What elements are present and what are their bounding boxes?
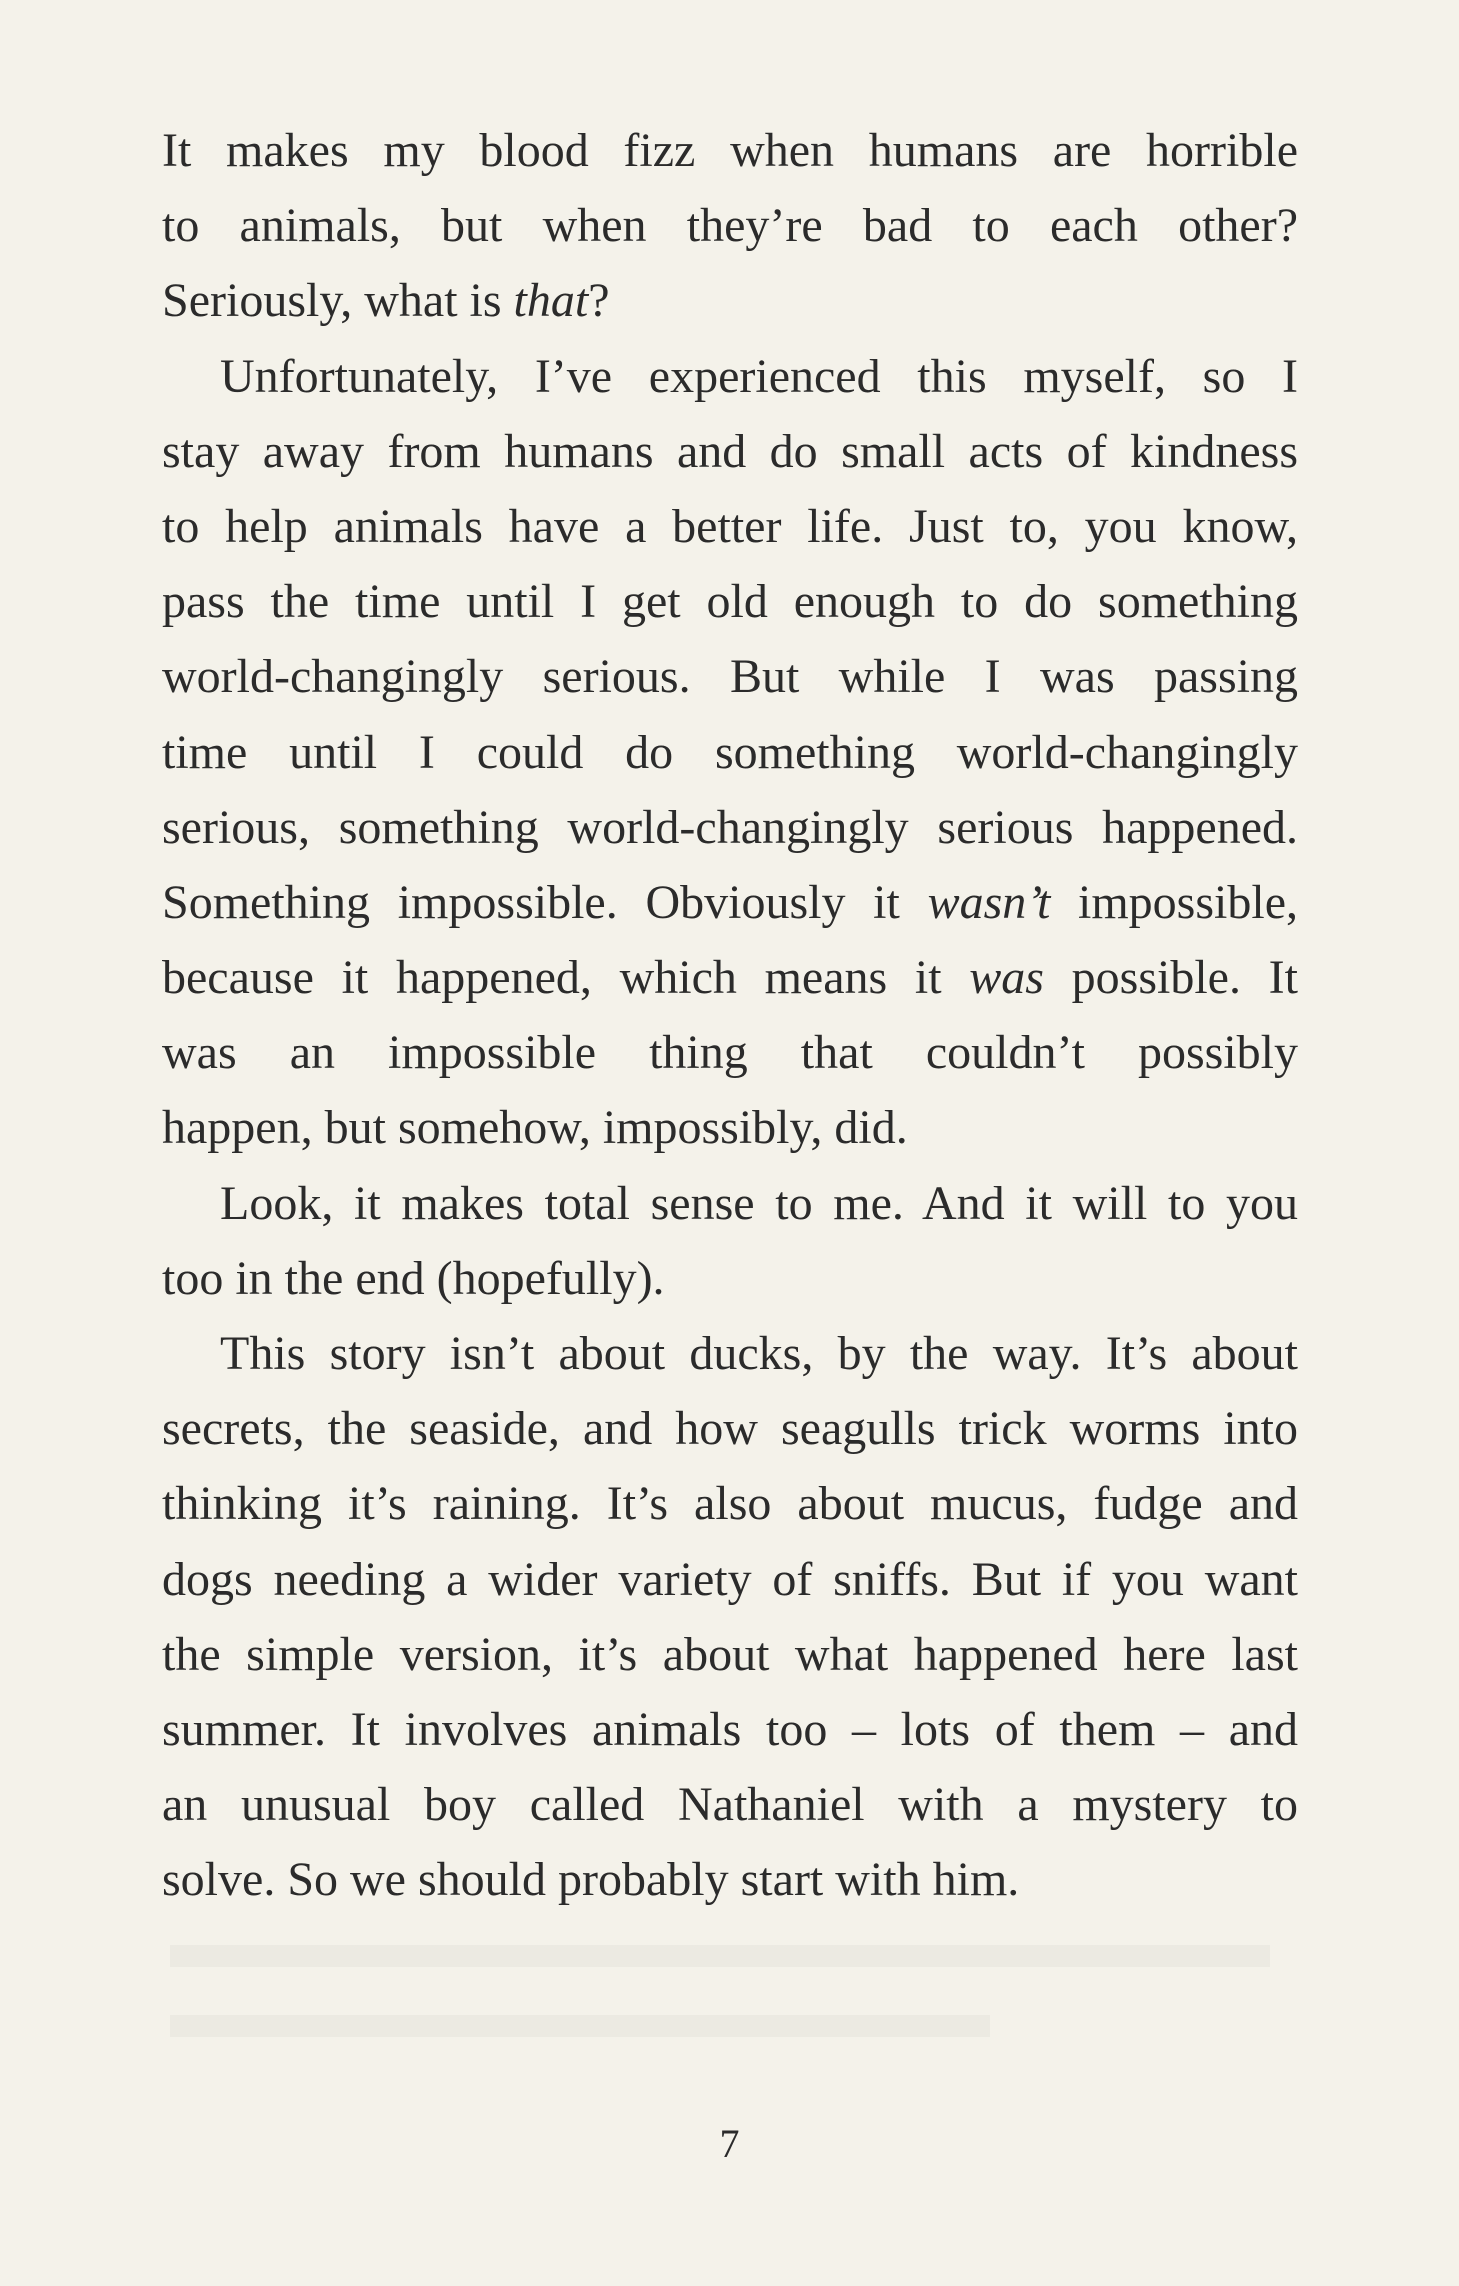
- text-segment: pass the time until I get old enough to do something: [162, 575, 1298, 629]
- text-line: [162, 414, 1298, 489]
- text-line: [162, 1542, 1298, 1617]
- paragraph: [162, 113, 1298, 339]
- text-line: [162, 339, 1298, 414]
- text-segment: an unusual boy called Nathaniel with a mystery to: [162, 1778, 1298, 1832]
- paragraph: [162, 1316, 1298, 1918]
- show-through-text: [170, 2015, 990, 2037]
- show-through-text: [170, 1945, 1270, 1967]
- text-line: [162, 188, 1298, 263]
- text-segment: Something impossible. Obviously it: [162, 875, 928, 929]
- text-segment: serious, something world-changingly serious happened.: [162, 800, 1298, 854]
- text-segment: This story isn’t about ducks, by the way. It’s about: [220, 1327, 1298, 1380]
- text-segment: happen, but somehow, impossibly, did.: [162, 1101, 908, 1155]
- text-segment: world-changingly serious. But while I was passing: [162, 650, 1298, 704]
- text-line: [162, 1316, 1298, 1391]
- text-segment: the simple version, it’s about what happened here last: [162, 1627, 1298, 1681]
- text-line: [162, 1241, 1298, 1316]
- text-line: [162, 1842, 1298, 1917]
- text-segment: Seriously, what is: [162, 274, 514, 328]
- italic-text: was: [969, 951, 1044, 1005]
- text-line: [162, 1617, 1298, 1692]
- text-segment: secrets, the seaside, and how seagulls trick worms into: [162, 1402, 1298, 1456]
- text-segment: impossible,: [1050, 875, 1299, 929]
- text-segment: time until I could do something world-changingly: [162, 725, 1298, 779]
- text-line: [162, 1767, 1298, 1842]
- text-segment: was an impossible thing that couldn’t possibly: [162, 1026, 1298, 1080]
- text-segment: because it happened, which means it: [162, 951, 970, 1005]
- italic-text: that: [513, 274, 589, 328]
- text-line: [162, 564, 1298, 639]
- text-line: [162, 865, 1298, 940]
- text-line: [162, 1090, 1298, 1165]
- text-line: [162, 1692, 1298, 1767]
- text-segment: solve. So we should probably start with him.: [162, 1853, 1020, 1907]
- text-line: [162, 940, 1298, 1015]
- page-number: 7: [719, 2121, 740, 2166]
- text-line: [162, 1466, 1298, 1541]
- text-segment: Look, it makes total sense to me. And it will to you: [220, 1176, 1298, 1230]
- text-line: [162, 715, 1298, 790]
- text-segment: to animals, but when they’re bad to each other?: [162, 199, 1298, 253]
- text-line: [162, 1391, 1298, 1466]
- text-segment: thinking it’s raining. It’s also about mucus, fudge and: [162, 1477, 1298, 1531]
- text-segment: ?: [588, 274, 610, 328]
- paragraph: [162, 1166, 1298, 1316]
- text-line: [162, 1166, 1298, 1241]
- text-line: [162, 263, 1298, 338]
- paragraph: [162, 339, 1298, 1166]
- text-segment: Unfortunately, I’ve experienced this myself, so I: [220, 349, 1298, 403]
- text-segment: summer. It involves animals too – lots of them – and: [162, 1702, 1298, 1756]
- text-line: [162, 1015, 1298, 1090]
- text-segment: It makes my blood fizz when humans are horrible: [162, 124, 1298, 177]
- text-segment: too in the end (hopefully).: [162, 1251, 665, 1305]
- text-segment: dogs needing a wider variety of sniffs. But if you want: [162, 1552, 1298, 1606]
- text-segment: stay away from humans and do small acts of kindness: [162, 424, 1298, 478]
- text-line: [162, 639, 1298, 714]
- text-segment: to help animals have a better life. Just to, you know,: [162, 499, 1298, 553]
- text-segment: possible. It: [1043, 951, 1298, 1005]
- text-line: [162, 489, 1298, 564]
- text-line: [162, 790, 1298, 865]
- text-line: [162, 113, 1298, 188]
- italic-text: wasn’t: [927, 875, 1051, 929]
- body-text: [162, 113, 1298, 1918]
